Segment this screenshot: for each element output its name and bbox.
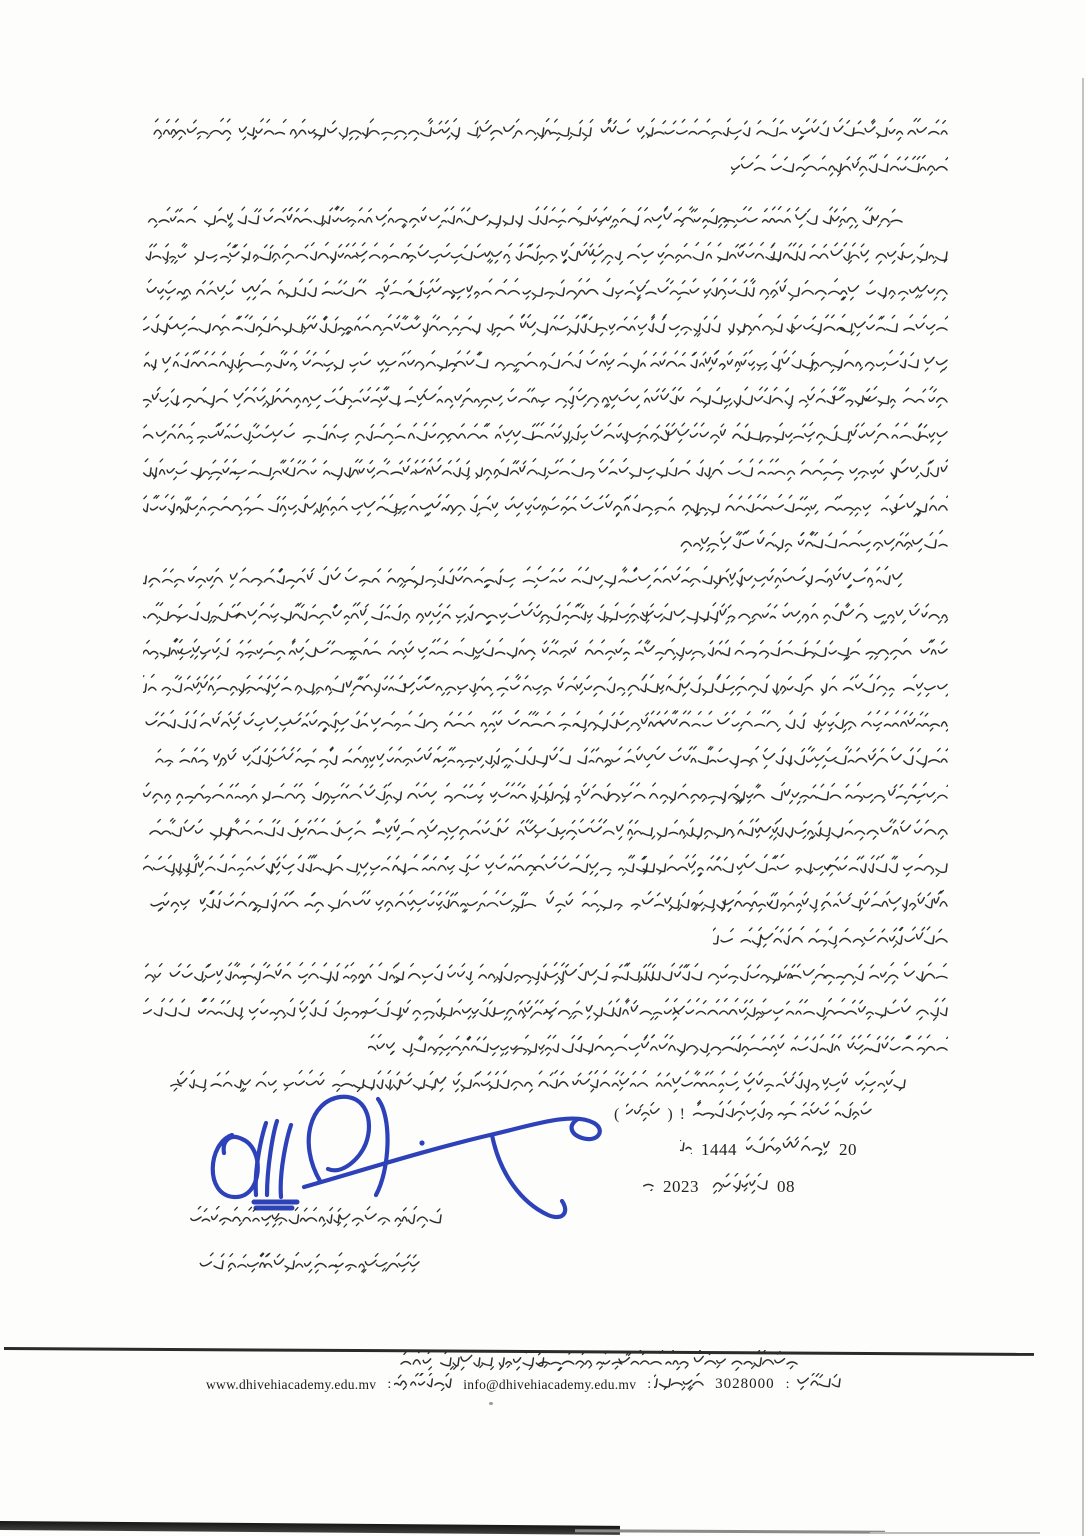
scan-edge-bottom-faintest xyxy=(870,1532,1040,1534)
text-line xyxy=(143,776,948,812)
website-label xyxy=(394,1373,452,1396)
text-line xyxy=(143,812,948,848)
paragraph xyxy=(143,200,948,560)
hijri-date-line xyxy=(680,1136,857,1163)
text-line xyxy=(143,704,948,740)
gregorian-month xyxy=(708,1173,768,1200)
gregorian-year: 2023 xyxy=(663,1176,699,1196)
text-line xyxy=(143,200,948,236)
scan-speck xyxy=(489,1402,493,1405)
text-line xyxy=(143,148,948,184)
phone-number: 3028000 xyxy=(715,1376,775,1392)
text-line xyxy=(143,452,948,488)
paragraph xyxy=(143,112,948,184)
text-line xyxy=(143,740,948,776)
text-line xyxy=(143,596,948,632)
text-line xyxy=(143,380,948,416)
scan-edge-bottom-faint xyxy=(575,1529,885,1534)
signatory-title xyxy=(196,1252,420,1281)
paragraph xyxy=(143,956,948,1064)
scan-edge-right xyxy=(1082,78,1084,1536)
text-line xyxy=(143,884,948,920)
signatory-name xyxy=(180,1206,442,1235)
footer-contact-line xyxy=(206,1373,841,1396)
colon: : xyxy=(647,1376,652,1392)
website-label-pair xyxy=(387,1373,452,1396)
hijri-era-mark xyxy=(680,1140,692,1159)
email-label xyxy=(654,1373,704,1396)
text-line xyxy=(143,560,948,596)
email-label-pair xyxy=(647,1373,704,1396)
text-line xyxy=(143,416,948,452)
paragraph xyxy=(143,560,948,956)
gregorian-date-line xyxy=(642,1173,795,1200)
text-line xyxy=(143,488,948,524)
text-line xyxy=(143,920,948,956)
text-line xyxy=(143,992,948,1028)
text-line xyxy=(143,524,948,560)
phone-label-pair xyxy=(786,1373,841,1396)
text-line xyxy=(143,632,948,668)
phone-label xyxy=(793,1373,841,1396)
website-value: www.dhivehiacademy.edu.mv xyxy=(206,1376,377,1392)
close-paren: ) xyxy=(667,1105,673,1123)
colon: : xyxy=(785,1376,790,1392)
text-line xyxy=(143,344,948,380)
hijri-month xyxy=(746,1136,830,1163)
text-line xyxy=(143,272,948,308)
hijri-day: 20 xyxy=(839,1139,857,1159)
scan-edge-bottom xyxy=(0,1521,620,1535)
exclamation-mark: ! xyxy=(679,1105,685,1123)
email-value: info@dhivehiacademy.edu.mv xyxy=(463,1376,637,1392)
closing-ameen-line xyxy=(614,1100,872,1129)
text-line xyxy=(143,668,948,704)
text-line xyxy=(143,956,948,992)
text-line xyxy=(143,236,948,272)
text-line xyxy=(143,848,948,884)
closing-text xyxy=(692,1100,872,1129)
body-text xyxy=(143,112,948,1100)
open-paren: ( xyxy=(614,1105,620,1123)
gregorian-day: 08 xyxy=(777,1176,795,1196)
hijri-year: 1444 xyxy=(701,1139,737,1159)
text-line xyxy=(143,308,948,344)
text-line xyxy=(143,112,948,148)
text-line xyxy=(143,1028,948,1064)
colon: : xyxy=(387,1376,392,1392)
